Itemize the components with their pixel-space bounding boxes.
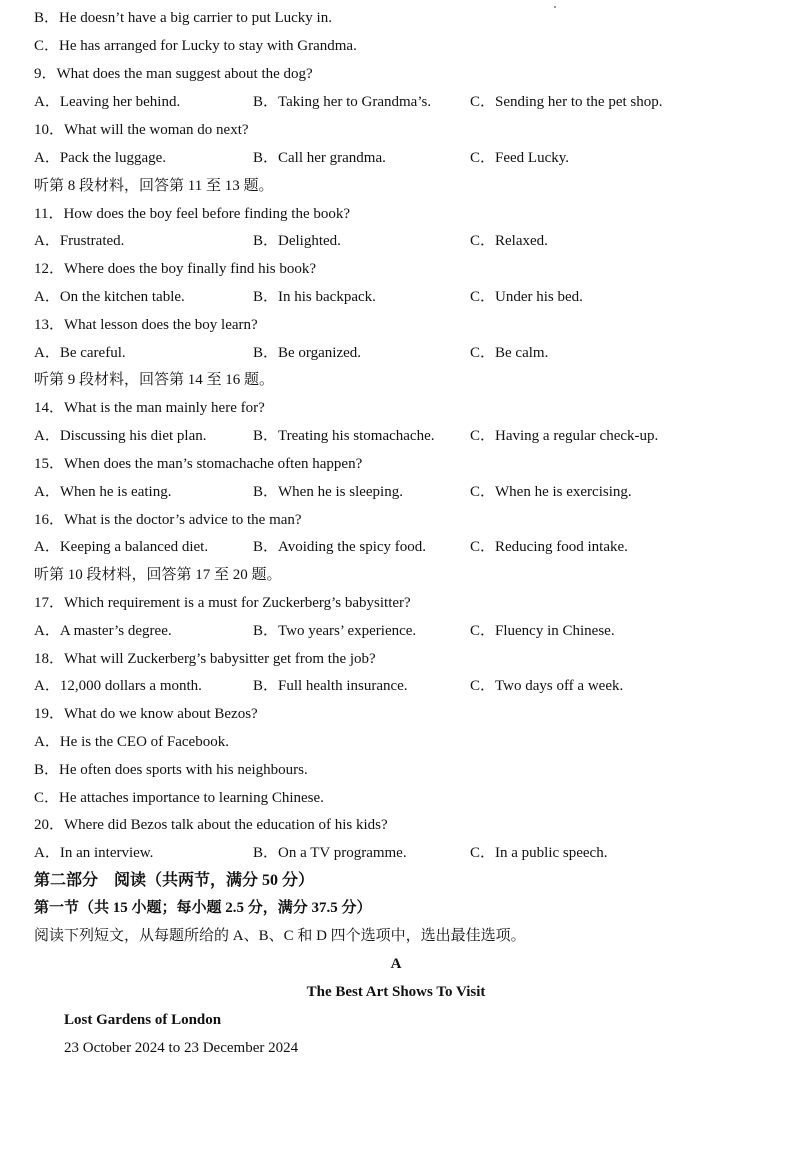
question-16: 16．What is the doctor’s advice to the man? bbox=[34, 512, 302, 528]
option-b: B．Avoiding the spicy food. bbox=[253, 539, 427, 555]
question-14: 14．What is the man mainly here for? bbox=[34, 400, 265, 416]
option-text: B．He doesn’t have a big carrier to put Lucky in. bbox=[34, 10, 332, 26]
option-b: B．Two years’ experience. bbox=[253, 623, 417, 639]
option-a: A．A master’s degree. bbox=[34, 623, 172, 639]
section-instruction-9: 听第 9 段材料，回答第 14 至 16 题。 bbox=[34, 372, 275, 388]
option-text: A．He is the CEO of Facebook. bbox=[34, 734, 229, 750]
question-10: 10．What will the woman do next? bbox=[34, 122, 249, 138]
option-b: B．Taking her to Grandma’s. bbox=[253, 94, 432, 110]
option-text: B．He often does sports with his neighbours. bbox=[34, 762, 308, 778]
option-c: C．Having a regular check-up. bbox=[470, 428, 659, 444]
question-11: 11．How does the boy feel before finding the book? bbox=[34, 206, 351, 222]
question-19: 19．What do we know about Bezos? bbox=[34, 706, 258, 722]
option-c: C．Feed Lucky. bbox=[470, 150, 570, 166]
option-c: C．Under his bed. bbox=[470, 289, 583, 305]
question-15: 15．When does the man’s stomachache often happen? bbox=[34, 456, 363, 472]
option-c: C．Relaxed. bbox=[470, 233, 548, 249]
option-b: B．Be organized. bbox=[253, 345, 362, 361]
option-b: B．Call her grandma. bbox=[253, 150, 386, 166]
scan-speck bbox=[554, 6, 556, 8]
section-instruction-8: 听第 8 段材料，回答第 11 至 13 题。 bbox=[34, 178, 274, 194]
option-b: B．Full health insurance. bbox=[253, 678, 408, 694]
question-9: 9．What does the man suggest about the dog? bbox=[34, 66, 313, 82]
question-17: 17．Which requirement is a must for Zuckerberg’s babysitter? bbox=[34, 595, 411, 611]
section-instruction-10: 听第 10 段材料，回答第 17 至 20 题。 bbox=[34, 567, 282, 583]
option-b: B．Delighted. bbox=[253, 233, 341, 249]
option-b: B．Treating his stomachache. bbox=[253, 428, 435, 444]
option-a: A．In an interview. bbox=[34, 845, 154, 861]
option-b: B．In his backpack. bbox=[253, 289, 376, 305]
option-a: A．Discussing his diet plan. bbox=[34, 428, 207, 444]
option-text: C．He attaches importance to learning Chinese. bbox=[34, 790, 324, 806]
show-dates: 23 October 2024 to 23 December 2024 bbox=[64, 1040, 299, 1056]
option-a: A．12,000 dollars a month. bbox=[34, 678, 202, 694]
option-a: A．Pack the luggage. bbox=[34, 150, 167, 166]
option-c: C．Sending her to the pet shop. bbox=[470, 94, 663, 110]
option-c: C．Fluency in Chinese. bbox=[470, 623, 615, 639]
option-c: C．In a public speech. bbox=[470, 845, 608, 861]
reading-instruction: 阅读下列短文，从每题所给的 A、B、C 和 D 四个选项中，选出最佳选项。 bbox=[34, 928, 526, 944]
passage-letter: A bbox=[390, 956, 402, 972]
option-a: A．Be careful. bbox=[34, 345, 126, 361]
part-two-heading: 第二部分 阅读（共两节，满分 50 分） bbox=[34, 872, 315, 889]
option-a: A．On the kitchen table. bbox=[34, 289, 185, 305]
question-18: 18．What will Zuckerberg’s babysitter get from the job? bbox=[34, 651, 376, 667]
option-text: C．He has arranged for Lucky to stay with Grandma. bbox=[34, 38, 357, 54]
option-c: C．Reducing food intake. bbox=[470, 539, 628, 555]
subsection-heading: 第一节（共 15 小题；每小题 2.5 分，满分 37.5 分） bbox=[34, 900, 372, 916]
show-name: Lost Gardens of London bbox=[64, 1012, 222, 1028]
option-c: C．When he is exercising. bbox=[470, 484, 632, 500]
option-b: B．When he is sleeping. bbox=[253, 484, 403, 500]
option-a: A．When he is eating. bbox=[34, 484, 172, 500]
option-b: B．On a TV programme. bbox=[253, 845, 407, 861]
option-a: A．Leaving her behind. bbox=[34, 94, 181, 110]
option-a: A．Keeping a balanced diet. bbox=[34, 539, 209, 555]
question-13: 13．What lesson does the boy learn? bbox=[34, 317, 258, 333]
option-c: C．Be calm. bbox=[470, 345, 549, 361]
option-c: C．Two days off a week. bbox=[470, 678, 624, 694]
passage-title: The Best Art Shows To Visit bbox=[306, 984, 486, 1000]
option-a: A．Frustrated. bbox=[34, 233, 125, 249]
question-12: 12．Where does the boy finally find his book? bbox=[34, 261, 317, 277]
question-20: 20．Where did Bezos talk about the education of his kids? bbox=[34, 817, 388, 833]
